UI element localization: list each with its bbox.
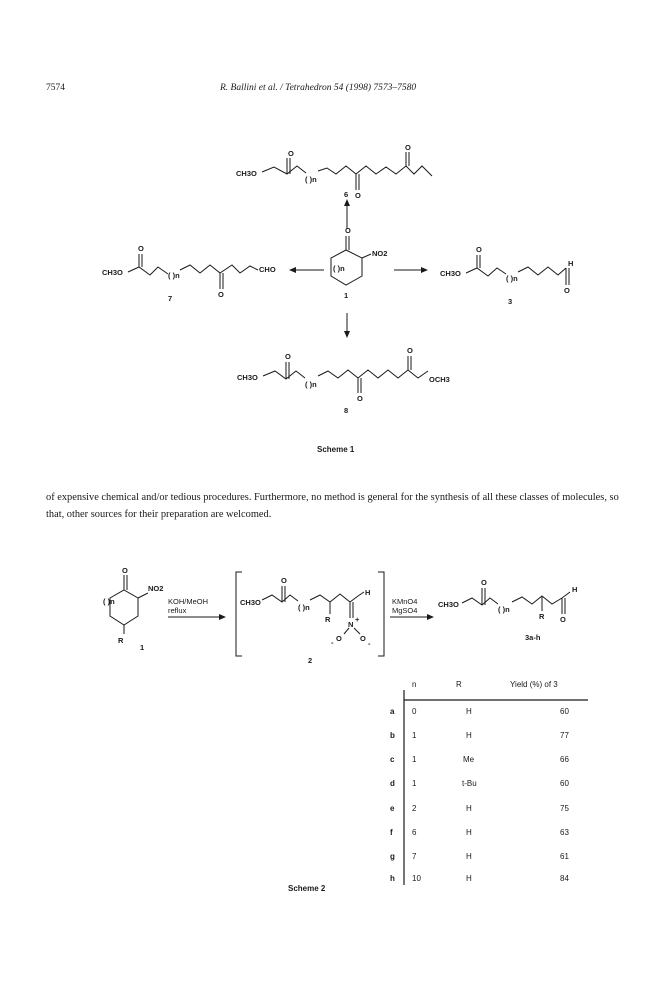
c6-ester: CH3O	[236, 169, 257, 178]
svg-text:Me: Me	[463, 755, 475, 764]
svg-text:H: H	[466, 874, 472, 883]
scheme2-caption: Scheme 2	[288, 884, 326, 893]
c8-chain: ( )n	[305, 380, 317, 389]
c3-h: H	[568, 259, 574, 268]
c6-o2: O	[355, 191, 361, 200]
svg-text:b: b	[390, 731, 395, 740]
svg-text:77: 77	[560, 731, 569, 740]
svg-text:66: 66	[560, 755, 569, 764]
compound-1-structure	[331, 236, 371, 285]
compound-7-structure	[128, 254, 258, 289]
prod-number: 3a-h	[525, 633, 541, 642]
c8-och3: OCH3	[429, 375, 450, 384]
svg-text:H: H	[466, 804, 472, 813]
table-header-yield: Yield (%) of 3	[510, 680, 558, 689]
svg-text:1: 1	[412, 755, 417, 764]
prod-o1: O	[481, 578, 487, 587]
c8-number: 8	[344, 406, 349, 415]
table-row-f	[390, 828, 569, 837]
int-ester: CH3O	[240, 598, 261, 607]
c8-o3: O	[407, 346, 413, 355]
int-minus1: -	[331, 638, 334, 647]
c1-ring: ( )n	[333, 264, 345, 273]
c3-chain: ( )n	[506, 274, 518, 283]
prod-r: R	[539, 612, 545, 621]
svg-text:a: a	[390, 707, 395, 716]
table-row-a	[390, 707, 569, 716]
c8-ester: CH3O	[237, 373, 258, 382]
s2c1-no2: NO2	[148, 584, 164, 593]
int-plus: +	[355, 615, 360, 624]
svg-text:10: 10	[412, 874, 421, 883]
c1-no2: NO2	[372, 249, 388, 258]
svg-text:1: 1	[412, 731, 417, 740]
c6-chain: ( )n	[305, 175, 317, 184]
svg-text:61: 61	[560, 852, 569, 861]
svg-text:84: 84	[560, 874, 569, 883]
prod-chain: ( )n	[498, 605, 510, 614]
svg-text:0: 0	[412, 707, 417, 716]
running-title: R. Ballini et al. / Tetrahedron 54 (1998) 7573–7580	[220, 83, 417, 93]
int-o: O	[281, 576, 287, 585]
c7-number: 7	[168, 294, 173, 303]
c6-number: 6	[344, 190, 349, 199]
table-row-d	[390, 779, 569, 788]
svg-text:75: 75	[560, 804, 569, 813]
c6-o3: O	[405, 143, 411, 152]
s2c1-number: 1	[140, 643, 145, 652]
int-n: N	[348, 620, 354, 629]
table-row-h	[390, 874, 569, 883]
body-paragraph: of expensive chemical and/or tedious procedures. Furthermore, no method is general for the synthesis of all these classes of molecules, so that, other sources for their preparation are welcomed.	[46, 492, 619, 520]
int-h: H	[365, 588, 371, 597]
reagent-kmno4: KMnO4	[392, 597, 418, 606]
int-chain: ( )n	[298, 603, 310, 612]
reagent-reflux: reflux	[168, 606, 187, 615]
c7-chain: ( )n	[168, 271, 180, 280]
svg-text:60: 60	[560, 779, 569, 788]
prod-h: H	[572, 585, 578, 594]
c1-number: 1	[344, 291, 349, 300]
scheme2-compound-1-structure	[110, 575, 148, 634]
s2c1-r: R	[118, 636, 124, 645]
prod-ester: CH3O	[438, 600, 459, 609]
svg-text:f: f	[390, 828, 393, 837]
int-r: R	[325, 615, 331, 624]
svg-text:2: 2	[412, 804, 417, 813]
svg-text:d: d	[390, 779, 395, 788]
svg-text:7: 7	[412, 852, 417, 861]
c8-o2: O	[357, 394, 363, 403]
s2c1-o: O	[122, 566, 128, 575]
c3-o2: O	[564, 286, 570, 295]
compound-8-structure	[263, 356, 428, 393]
table-row-c	[390, 755, 569, 764]
c3-ester: CH3O	[440, 269, 461, 278]
scheme1-caption: Scheme 1	[317, 445, 355, 454]
svg-text:H: H	[466, 731, 472, 740]
int-minus2: -	[368, 639, 371, 648]
int-o2: O	[360, 634, 366, 643]
reagent-koh: KOH/MeOH	[168, 597, 209, 606]
c7-cho: CHO	[259, 265, 276, 274]
svg-text:H: H	[466, 707, 472, 716]
svg-text:H: H	[466, 828, 472, 837]
table-header-r: R	[456, 680, 462, 689]
table-row-b	[390, 731, 569, 740]
table-header-n: n	[412, 680, 417, 689]
c8-o1: O	[285, 352, 291, 361]
c6-o1: O	[288, 149, 294, 158]
s2c1-ring: ( )n	[103, 597, 115, 606]
svg-text:63: 63	[560, 828, 569, 837]
c1-o: O	[345, 226, 351, 235]
svg-text:1: 1	[412, 779, 417, 788]
reagent-mgso4: MgSO4	[392, 606, 418, 615]
table-row-e	[390, 804, 569, 813]
table-row-g	[390, 852, 569, 861]
product-3a-h-structure	[462, 588, 570, 614]
svg-text:g: g	[390, 852, 395, 861]
c3-o1: O	[476, 245, 482, 254]
svg-text:60: 60	[560, 707, 569, 716]
c7-ester: CH3O	[102, 268, 123, 277]
c3-number: 3	[508, 297, 513, 306]
svg-text:h: h	[390, 874, 395, 883]
svg-text:c: c	[390, 755, 395, 764]
page-number: 7574	[46, 83, 65, 93]
int-o1: O	[336, 634, 342, 643]
c7-o2: O	[218, 290, 224, 299]
svg-text:H: H	[466, 852, 472, 861]
int-number: 2	[308, 656, 313, 665]
svg-text:e: e	[390, 804, 395, 813]
svg-text:t-Bu: t-Bu	[462, 779, 477, 788]
c7-o1: O	[138, 244, 144, 253]
svg-text:6: 6	[412, 828, 417, 837]
prod-o2: O	[560, 615, 566, 624]
